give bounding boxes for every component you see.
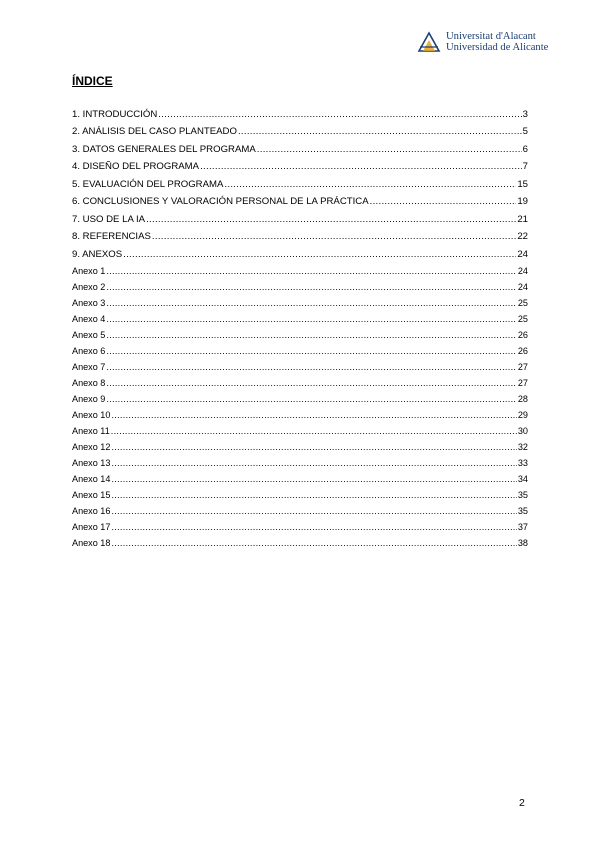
toc-entry-label: 5. EVALUACIÓN DEL PROGRAMA [72,178,224,190]
toc-entry-label: Anexo 9 [72,393,106,404]
toc-entry[interactable] [72,172,528,190]
toc-dot-leader [111,458,516,468]
toc-entry[interactable] [72,372,528,388]
toc-entry[interactable] [72,292,528,308]
toc-dot-leader [106,330,517,340]
toc-dot-leader [111,490,516,500]
toc-dot-leader [257,144,522,155]
toc-entry-page: 27 [517,377,528,388]
toc-entry-page: 30 [517,425,528,436]
toc-dot-leader [111,426,517,436]
toc-entry[interactable] [72,436,528,452]
toc-dot-leader [238,126,522,137]
toc-entry-page: 22 [517,231,528,242]
toc-entry[interactable] [72,242,528,260]
toc-entry[interactable] [72,207,528,225]
toc-entry-label: Anexo 11 [72,425,110,436]
toc-dot-leader [106,378,517,388]
toc-entry-page: 34 [517,473,528,484]
toc-entry-page: 7 [522,161,528,172]
logo-line-1: Universitat d'Alacant [446,31,536,42]
toc-entry-page: 5 [522,126,528,137]
toc-entry-label: Anexo 16 [72,505,111,516]
toc-dot-leader [106,266,517,276]
toc-dot-leader [123,249,516,260]
toc-entry-label: Anexo 8 [72,377,106,388]
toc-entry-label: Anexo 1 [72,265,106,276]
logo-line-2: Universidad de Alicante [446,42,549,53]
toc-entry-page: 3 [522,108,528,120]
toc-entry-label: 1. INTRODUCCIÓN [72,108,158,120]
toc-dot-leader [200,161,522,172]
toc-entry-page: 33 [517,457,528,468]
toc-entry-label: 2. ANÁLISIS DEL CASO PLANTEADO [72,126,237,137]
toc-entry-page: 35 [517,489,528,500]
toc-dot-leader [106,314,517,324]
toc-entry[interactable] [72,324,528,340]
toc-entry[interactable] [72,190,528,208]
toc-entry-label: Anexo 17 [72,521,111,532]
toc-entry[interactable] [72,404,528,420]
toc-entry-label: Anexo 6 [72,345,106,356]
toc-dot-leader [106,346,517,356]
toc-entry[interactable] [72,260,528,276]
toc-dot-leader [146,214,516,225]
toc-dot-leader [111,522,516,532]
toc-entry[interactable] [72,225,528,243]
toc-entry-label: Anexo 2 [72,281,106,292]
toc-entry-page: 19 [517,196,528,207]
toc-title: ÍNDICE [72,74,113,88]
toc-entry-label: Anexo 5 [72,329,106,340]
toc-dot-leader [106,394,517,404]
toc-entry-label: Anexo 15 [72,489,111,500]
toc-entry[interactable] [72,420,528,436]
toc-entry-label: Anexo 18 [72,537,111,548]
toc-dot-leader [370,196,517,207]
table-of-contents [72,102,528,548]
toc-entry[interactable] [72,155,528,173]
toc-entry[interactable] [72,532,528,548]
toc-entry[interactable] [72,468,528,484]
toc-entry-label: Anexo 7 [72,361,106,372]
toc-entry-page: 26 [517,345,528,356]
toc-dot-leader [111,506,516,516]
toc-dot-leader [106,298,517,308]
university-triangle-logo-icon [417,30,441,54]
toc-dot-leader [111,474,516,484]
toc-entry-page: 38 [517,537,528,548]
toc-dot-leader [111,442,516,452]
toc-entry-label: Anexo 4 [72,313,106,324]
toc-dot-leader [158,109,521,120]
toc-entry[interactable] [72,308,528,324]
university-logo [417,30,548,54]
toc-entry-page: 29 [517,409,528,420]
toc-entry-label: 7. USO DE LA IA [72,213,146,225]
toc-dot-leader [152,231,516,242]
toc-dot-leader [111,538,516,548]
toc-entry[interactable] [72,516,528,532]
toc-entry-page: 25 [517,313,528,324]
toc-entry-page: 26 [517,329,528,340]
toc-entry-label: Anexo 3 [72,297,106,308]
toc-entry-page: 37 [517,521,528,532]
toc-entry-page: 24 [517,265,528,276]
toc-entry-label: 3. DATOS GENERALES DEL PROGRAMA [72,143,256,155]
toc-entry-page: 21 [517,213,528,225]
toc-entry-label: Anexo 10 [72,409,111,420]
toc-dot-leader [106,362,517,372]
toc-dot-leader [111,410,516,420]
toc-entry[interactable] [72,500,528,516]
toc-entry-label: 8. REFERENCIAS [72,231,151,242]
toc-entry-page: 24 [517,281,528,292]
page-number: 2 [519,797,525,809]
toc-entry-page: 35 [517,505,528,516]
toc-entry-page: 28 [517,393,528,404]
toc-entry[interactable] [72,452,528,468]
toc-entry[interactable] [72,340,528,356]
toc-entry-page: 25 [517,297,528,308]
toc-entry-page: 6 [522,143,528,155]
toc-entry[interactable] [72,356,528,372]
toc-entry[interactable] [72,120,528,138]
toc-entry[interactable] [72,388,528,404]
toc-entry-label: Anexo 12 [72,441,111,452]
toc-entry-label: 6. CONCLUSIONES Y VALORACIÓN PERSONAL DE LA PRÁCTICA [72,196,369,207]
toc-entry[interactable] [72,102,528,120]
toc-entry-label: 9. ANEXOS [72,248,123,260]
toc-dot-leader [224,179,516,190]
toc-dot-leader [106,282,517,292]
toc-entry-label: 4. DISEÑO DEL PROGRAMA [72,161,200,172]
toc-entry-label: Anexo 13 [72,457,111,468]
toc-entry-page: 24 [517,248,528,260]
toc-entry[interactable] [72,137,528,155]
logo-text [446,31,548,53]
toc-entry-label: Anexo 14 [72,473,111,484]
toc-entry-page: 15 [517,178,528,190]
toc-entry[interactable] [72,484,528,500]
toc-entry-page: 27 [517,361,528,372]
toc-entry-page: 32 [517,441,528,452]
toc-entry[interactable] [72,276,528,292]
